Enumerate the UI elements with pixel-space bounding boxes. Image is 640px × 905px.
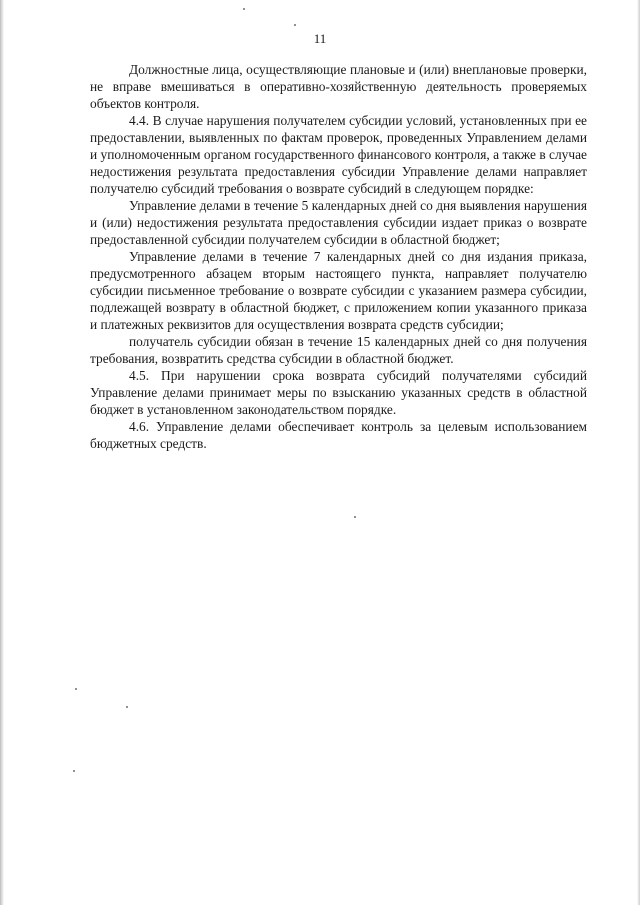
document-body [90,61,587,452]
paragraph-7-days: Управление делами в течение 7 календарных дней со дня издания приказа, предусмотренного абзацем вторым настоящего пункта, направляет получателю субсидии письменное требование о возврате субсидии с указанием размера субсидии, подлежащей возврату в областной бюджет, с приложением копии указанного приказа и платежных реквизитов для осуществления возврата средств субсидии; [90,249,587,332]
scan-speck [73,770,75,772]
scan-speck [243,8,245,10]
paragraph-4-4: 4.4. В случае нарушения получателем субсидии условий, установленных при ее предоставлении, выявленных по фактам проверок, проведенных Управлением делами и уполномоченным органом государственного финансового контроля, а также в случае недостижения результата предоставления субсидии Управление делами направляет получателю субсидий требования о возврате субсидий в следующем порядке: [90,113,587,196]
scan-speck [294,24,296,26]
scan-speck [126,706,128,708]
scan-edge-left [0,0,4,905]
paragraph-5-days: Управление делами в течение 5 календарных дней со дня выявления нарушения и (или) недостижения результата предоставления субсидии издает приказ о возврате предоставленной субсидии получателем субсидии в областной бюджет; [90,198,587,247]
page-number: 11 [313,31,327,46]
paragraph-4-5: 4.5. При нарушении срока возврата субсидий получателями субсидий Управление делами принимает меры по взысканию указанных средств в областной бюджет в установленном законодательством порядке. [90,368,587,417]
paragraph-4-6: 4.6. Управление делами обеспечивает контроль за целевым использованием бюджетных средств. [90,419,587,451]
scan-speck [354,516,356,518]
scan-speck [75,688,77,690]
paragraph-officials: Должностные лица, осуществляющие плановые и (или) внеплановые проверки, не вправе вмешиваться в оперативно-хозяйственную деятельность проверяемых объектов контроля. [90,62,587,111]
paragraph-15-days: получатель субсидии обязан в течение 15 календарных дней со дня получения требования, возвратить средства субсидии в областной бюджет. [90,334,587,366]
